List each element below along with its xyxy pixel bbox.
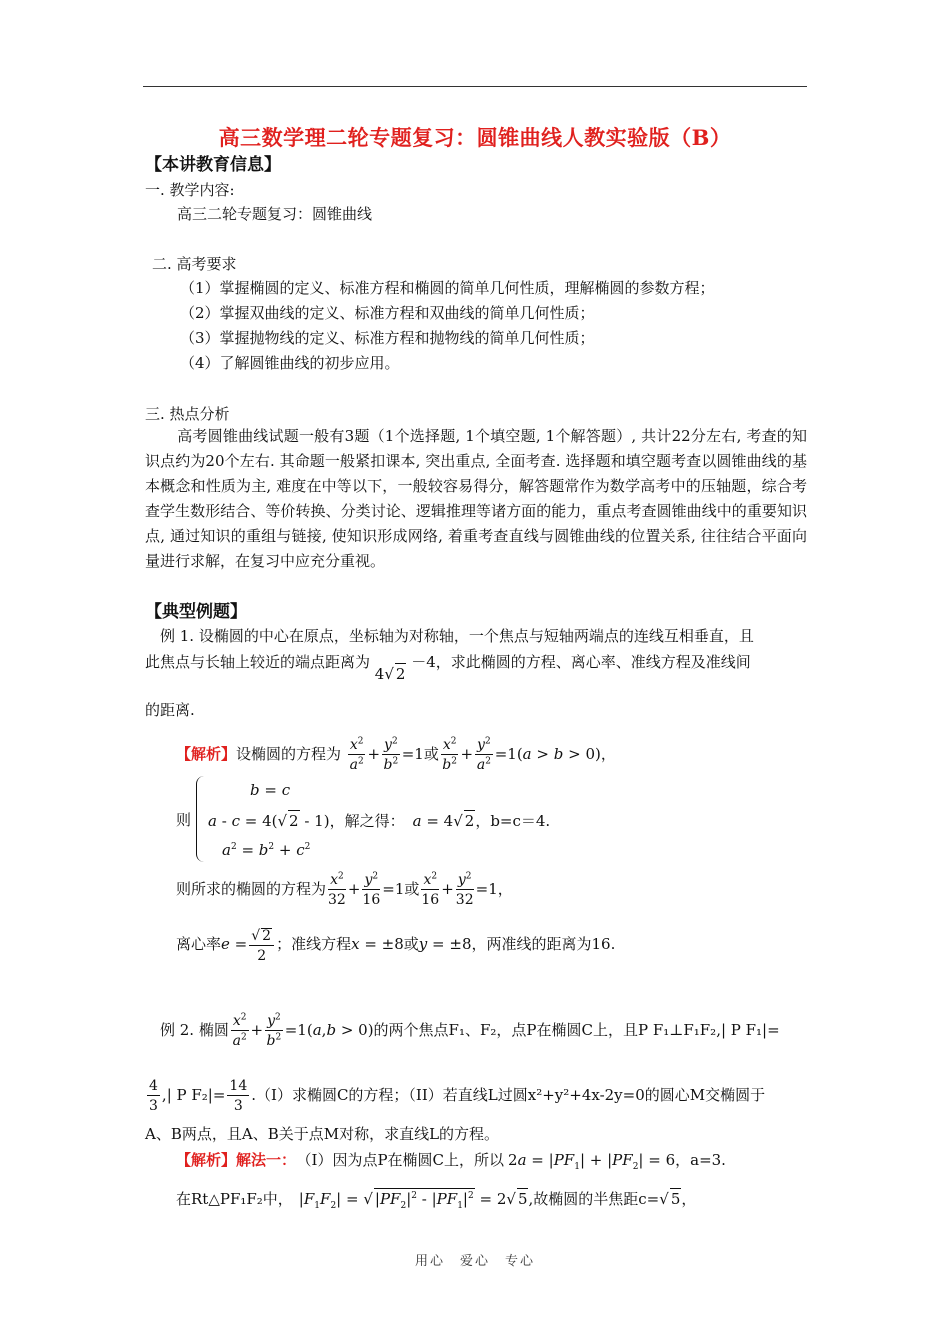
solution-2-text: ，a=3.	[675, 1151, 726, 1169]
fraction: $\frac{y^2}{a^2}$	[476, 736, 491, 773]
section-2-heading: 二. 高考要求	[152, 255, 237, 273]
equation-row: a - c = 4(√ 2 - 1)，解之得： a = 4√ 2，b=c＝4.	[208, 812, 551, 830]
solution-1-eccentricity: 离心率e = $\frac{√ 2}{2}$ ；准线方程x = ±8或y = ±8，两准线的距离为16.	[176, 927, 616, 964]
example-2-line-2: $\frac{4}{3}$ ,| P F₂|= $\frac{14}{3}$ .（I）求椭圆C的方程；（II）若直线L过圆x²+y²+4x-2y=0的圆心M交椭圆于	[149, 1078, 766, 1114]
example-1-line-2	[145, 651, 751, 683]
fraction: $\frac{x^2}{16}$	[421, 871, 440, 908]
hotspot-text: 高考圆锥曲线试题一般有3题（1个选择题, 1个填空题, 1个解答题）, 共计22分左右, 考查的知识点约为20个左右. 其命题一般紧扣课本, 突出重点, 全面考查. 选择题和填空题考查以圆锥曲线的基本概念和性质为主, 难度在中等以下，一般较容易得分，解答题常作为数学高考中的压轴题，综合考查学生数形结合、等价转换、分类讨论、逻辑推理等诸方面的能力，重点考查圆锥曲线中的重要知识点, 通过知识的重组与链接, 使知识形成网络, 着重考查直线与圆锥曲线的位置关系, 往往结合平面向量进行求解，在复习中应充分重视。	[145, 427, 807, 570]
solution-2-line-1: 【解析】解法一： （Ⅰ）因为点P在椭圆C上，所以 $2a = |PF_1| + |PF_2| = 6$，a=3.	[176, 1151, 726, 1172]
requirement-item: （2）掌握双曲线的定义、标准方程和双曲线的简单几何性质；	[180, 304, 595, 322]
fraction: $\frac{x^2}{b^2}$	[442, 736, 457, 773]
solution-2-text: 在Rt△PF₁F₂中，	[176, 1190, 293, 1208]
section-3-body	[145, 424, 807, 574]
example-2-text: .（I）求椭圆C的方程；（II）若直线L过圆x²+y²+4x-2y=0的圆心M交椭圆于	[251, 1086, 766, 1104]
then-text: 则	[176, 811, 192, 829]
section-info-heading: 【本讲教育信息】	[145, 155, 281, 175]
example-1-line-1: 例 1. 设椭圆的中心在原点，坐标轴为对称轴，一个焦点与短轴两端点的连线互相垂直，且	[160, 627, 754, 645]
example-2-line-3: A、B两点，且A、B关于点M对称，求直线L的方程。	[145, 1125, 500, 1143]
requirement-item: （1）掌握椭圆的定义、标准方程和椭圆的简单几何性质，理解椭圆的参数方程；	[180, 279, 715, 297]
fraction: $\frac{√ 2}{2}$	[249, 928, 274, 963]
section-1-body: 高三二轮专题复习：圆锥曲线	[177, 205, 373, 223]
solution-2-line-2: 在Rt△PF₁F₂中， $|F_1F_2|$ = √ $|PF_2|^2 - |PF_1|^2 = 2√$ 5,故椭圆的半焦距c=√ 5，	[176, 1190, 697, 1211]
fraction: $\frac{y^2}{16}$	[362, 871, 381, 908]
or-text: 或	[423, 745, 439, 763]
fraction: $\frac{y^2}{b^2}$	[383, 736, 399, 773]
method-one-label: 解法一：	[236, 1151, 297, 1169]
example-1-line-3: 的距离.	[145, 701, 195, 719]
fraction: $\frac{x^2}{a^2}$	[232, 1012, 247, 1049]
section-1-heading: 一. 教学内容:	[145, 181, 235, 199]
equation-system	[176, 776, 816, 862]
section-3-heading: 三. 热点分析	[145, 405, 230, 423]
solution-2-text: （Ⅰ）因为点P在椭圆C上，所以	[304, 1151, 505, 1169]
solution-1-result: 则所求的椭圆的方程为 $\frac{x^2}{32}$ + $\frac{y^2}{16}$ =1或 $\frac{x^2}{16}$ + $\frac{y^2}{32}$ =1，	[176, 871, 513, 908]
page-footer: 用心 爱心 专心	[414, 1254, 535, 1269]
eccentricity-text: 离心率	[176, 935, 222, 953]
brace-symbol	[196, 776, 207, 862]
example-2-text: 例 2. 椭圆	[160, 1021, 229, 1039]
analysis-label: 【解析】	[176, 745, 237, 763]
distance-text: ，两准线的距离为16.	[471, 935, 616, 953]
header-rule	[143, 86, 807, 87]
solve-text: ，解之得：	[329, 812, 405, 830]
example-2-text: 的两个焦点F₁、F₂，点P在椭圆C上，且P F₁⊥F₁F₂,| P F₁|=	[373, 1021, 780, 1039]
fraction: $\frac{4}{3}$	[149, 1078, 158, 1114]
fraction: $\frac{y^2}{b^2}$	[266, 1012, 282, 1049]
example-1-text: 此焦点与长轴上较近的端点距离为	[145, 653, 371, 671]
solution-1-equation: 【解析】设椭圆的方程为 $\frac{x^2}{a^2}$ + $\frac{y^2}{b^2}$ =1或 $\frac{x^2}{b^2}$ + $\frac{y^2}{a^2}$ =1(a > b > 0)，	[176, 736, 616, 773]
bc-result: ，b=c＝4.	[475, 812, 551, 830]
example-1-text: －4，求此椭圆的方程、离心率、准线方程及准线间	[411, 653, 751, 671]
section-examples-heading: 【典型例题】	[145, 602, 247, 622]
requirement-item: （3）掌握抛物线的定义、标准方程和抛物线的简单几何性质；	[180, 329, 595, 347]
fraction: $\frac{14}{3}$	[229, 1078, 248, 1114]
page-title: 高三数学理二轮专题复习：圆锥曲线人教实验版（B）	[218, 125, 732, 150]
analysis-label: 【解析】	[176, 1151, 237, 1169]
or-text: 或	[404, 880, 420, 898]
requirement-item: （4）了解圆锥曲线的初步应用。	[180, 354, 400, 372]
equation-row: $a^2 = b^2 + c^2$	[222, 841, 311, 859]
fraction: $\frac{x^2}{32}$	[328, 871, 346, 908]
result-text: 则所求的椭圆的方程为	[176, 880, 327, 898]
equation-row: b = c	[250, 781, 291, 799]
example-2-line-1: 例 2. 椭圆 $\frac{x^2}{a^2}$ + $\frac{y^2}{b^2}$ =1(a,b > 0)的两个焦点F₁、F₂，点P在椭圆C上，且P F₁⊥F₁F₂,| P F₁|=	[160, 1012, 780, 1049]
directrix-text: ；准线方程	[276, 935, 352, 953]
fraction: $\frac{x^2}{a^2}$	[349, 736, 364, 773]
fraction: $\frac{y^2}{32}$	[455, 871, 474, 908]
solution-2-text: 故椭圆的半焦距c=	[533, 1190, 660, 1208]
solution-text: 设椭圆的方程为	[236, 745, 342, 763]
formula-4sqrt2: 4√ 2	[374, 665, 406, 683]
